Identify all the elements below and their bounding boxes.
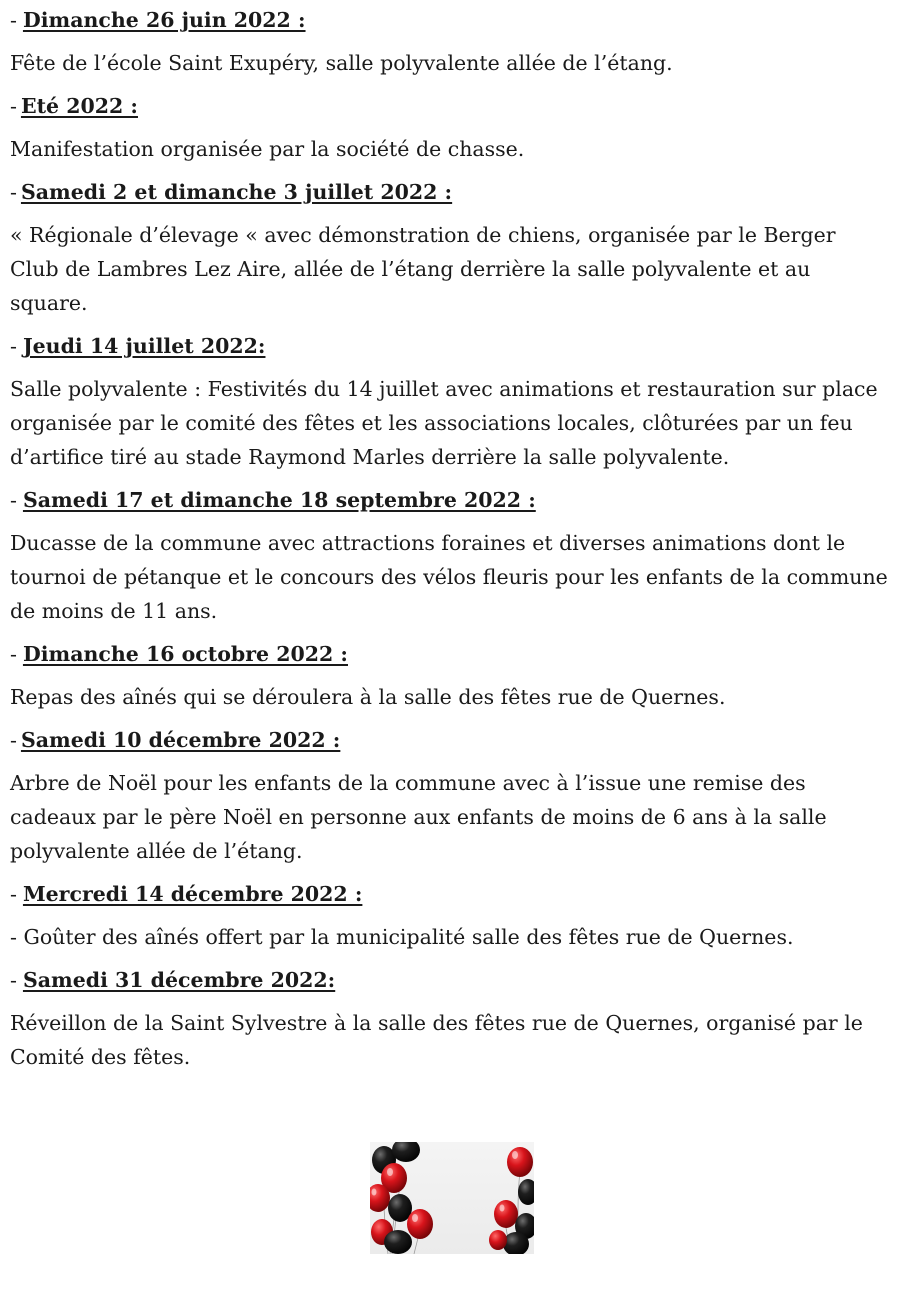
event-description: « Régionale d’élevage « avec démonstration de chiens, organisée par le Berger Club de Lambres Lez Aire, allée de l’étang derrière la salle polyvalente et au square. bbox=[10, 223, 836, 315]
event-date: Samedi 10 décembre 2022 : bbox=[20, 728, 341, 752]
event-description: Ducasse de la commune avec attractions foraines et diverses animations dont le tournoi de pétanque et le concours des vélos fleuris pour les enfants de la commune de moins de 11 ans. bbox=[10, 531, 888, 623]
heading-dash: - bbox=[10, 728, 17, 752]
event-heading bbox=[10, 176, 890, 208]
event-date: Jeudi 14 juillet 2022: bbox=[22, 334, 266, 358]
balloons-icon bbox=[370, 1142, 534, 1254]
event-description: Fête de l’école Saint Exupéry, salle polyvalente allée de l’étang. bbox=[10, 51, 673, 75]
event-item bbox=[10, 176, 890, 320]
heading-dash: - bbox=[10, 8, 17, 32]
event-heading bbox=[10, 4, 890, 36]
event-item bbox=[10, 330, 890, 474]
event-item bbox=[10, 90, 890, 166]
event-item bbox=[10, 878, 890, 954]
heading-dash: - bbox=[10, 94, 17, 118]
event-description: Réveillon de la Saint Sylvestre à la salle des fêtes rue de Quernes, organisé par le Comité des fêtes. bbox=[10, 1011, 863, 1069]
event-heading bbox=[10, 878, 890, 910]
event-date: Eté 2022 : bbox=[20, 94, 138, 118]
event-date: Samedi 2 et dimanche 3 juillet 2022 : bbox=[20, 180, 453, 204]
event-item bbox=[10, 638, 890, 714]
event-description: Repas des aînés qui se déroulera à la salle des fêtes rue de Quernes. bbox=[10, 685, 726, 709]
event-date: Samedi 31 décembre 2022: bbox=[22, 968, 336, 992]
heading-dash: - bbox=[10, 488, 17, 512]
events-document bbox=[10, 4, 890, 1084]
heading-dash: - bbox=[10, 968, 17, 992]
event-date: Mercredi 14 décembre 2022 : bbox=[22, 882, 363, 906]
heading-dash: - bbox=[10, 642, 17, 666]
event-heading bbox=[10, 724, 890, 756]
event-description: Salle polyvalente : Festivités du 14 juillet avec animations et restauration sur place organisée par le comité des fêtes et les associations locales, clôturées par un feu d’artifice tiré au stade Raymond Marles derrière la salle polyvalente. bbox=[10, 377, 878, 469]
event-date: Samedi 17 et dimanche 18 septembre 2022 : bbox=[22, 488, 536, 512]
event-description: Manifestation organisée par la société de chasse. bbox=[10, 137, 525, 161]
event-date: Dimanche 26 juin 2022 : bbox=[22, 8, 306, 32]
heading-dash: - bbox=[10, 334, 17, 358]
event-item bbox=[10, 724, 890, 868]
event-heading bbox=[10, 638, 890, 670]
event-item bbox=[10, 4, 890, 80]
heading-dash: - bbox=[10, 180, 17, 204]
event-description: Arbre de Noël pour les enfants de la commune avec à l’issue une remise des cadeaux par le père Noël en personne aux enfants de moins de 6 ans à la salle polyvalente allée de l’étang. bbox=[10, 771, 827, 863]
event-item bbox=[10, 964, 890, 1074]
event-date: Dimanche 16 octobre 2022 : bbox=[22, 642, 348, 666]
heading-dash: - bbox=[10, 882, 17, 906]
event-heading bbox=[10, 964, 890, 996]
event-item bbox=[10, 484, 890, 628]
event-description: - Goûter des aînés offert par la municipalité salle des fêtes rue de Quernes. bbox=[10, 925, 794, 949]
event-heading bbox=[10, 330, 890, 362]
event-heading bbox=[10, 484, 890, 516]
event-heading bbox=[10, 90, 890, 122]
